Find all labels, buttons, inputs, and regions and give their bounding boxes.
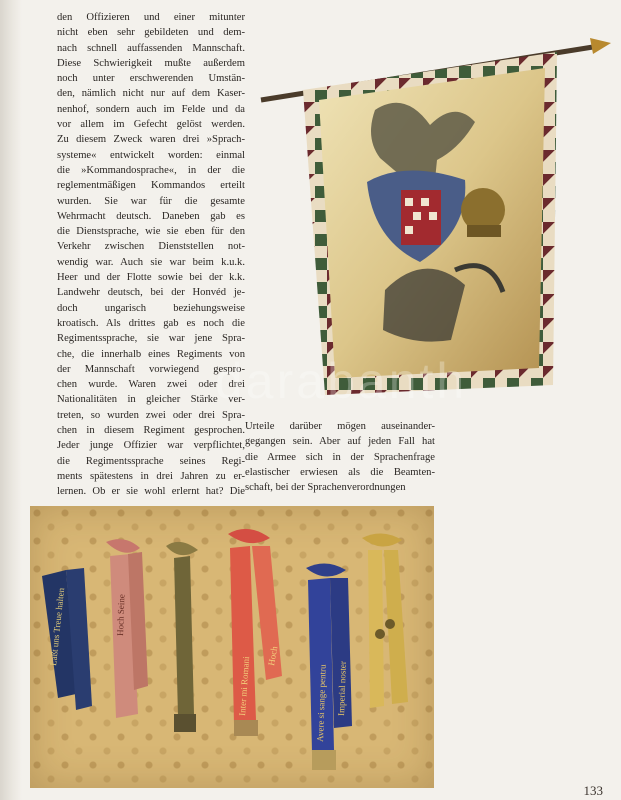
text-line: vor allem im Gefecht gelöst werden.: [57, 119, 245, 131]
text-line: chen wurde. Waren zwei oder drei: [57, 379, 245, 391]
text-line: Regimentssprache, sie war jene Spra-: [57, 333, 245, 345]
text-line: che, die innerhalb eines Regiments von: [57, 348, 245, 360]
sash-4-text-b: Hoch: [266, 645, 280, 667]
text-line: schaft, bei der Sprachenverordnungen: [245, 482, 406, 494]
text-line: noch unter erschwerenden Umstän-: [57, 73, 245, 85]
sash-5-text-a: Avere si sange pentru: [315, 664, 328, 743]
text-line: die »Kommandosprache«, in der die: [57, 164, 245, 176]
sash-pink: [106, 539, 148, 718]
sash-navy-left: [42, 568, 92, 710]
ribbon-sashes-photo: [30, 506, 434, 788]
left-text-column: [57, 10, 245, 500]
text-line: elastischer erwiesen als die Beamten-: [245, 466, 435, 478]
text-line: systeme« entwickelt worden: einmal: [57, 149, 245, 161]
text-line: Diese Schwierigkeit mußte außerdem: [57, 57, 245, 69]
text-line: Heer und der Flotte sowie bei der k.k.: [57, 272, 245, 284]
text-line: nicht eben sehr gebildeten und dem-: [57, 27, 245, 39]
text-line: wendig war. Auch sie war beim k.u.k.: [57, 256, 245, 268]
text-line: Zu diesem Zweck waren drei »Sprach-: [57, 134, 245, 146]
text-line: gegangen sein. Aber auf jeden Fall hat: [245, 436, 435, 448]
text-line: ments spätestens in drei Jahren zu er-: [57, 470, 245, 482]
sash-coral: [228, 529, 282, 736]
text-line: Landwehr deutsch, bei der Honvéd je-: [57, 287, 245, 299]
text-line: nach schnell auffassenden Mannschaft.: [57, 42, 245, 54]
page-number: 133: [583, 783, 603, 798]
text-line: kroatisch. Als drittes gab es noch die: [57, 317, 245, 329]
text-line: Urteile darüber mögen auseinander-: [245, 421, 435, 432]
sash-2-text: Hoch Seine: [115, 593, 127, 637]
text-line: reglementmäßigen Kommandos erteilt: [57, 180, 245, 192]
sash-5-text-b: Imperial noster: [336, 661, 348, 717]
text-line: den Offizieren und einer mitunter: [57, 12, 245, 23]
text-line: Nationalitäten in gleicher Stärke ver-: [57, 394, 245, 406]
sash-olive: [166, 542, 198, 732]
text-line: die Dienstsprache, wie sie eben für den: [57, 226, 245, 238]
text-line: Jeder junge Offizier war verpflichtet,: [57, 440, 245, 452]
text-line: chen in diesem Regiment gesprochen.: [57, 425, 245, 437]
watermark: darabanth: [215, 353, 468, 409]
sash-yellow: [362, 533, 408, 708]
sash-4-text-a: Inter mi Romani: [237, 656, 252, 717]
right-text-column: [245, 419, 435, 495]
text-line: Verkehr zwischen Dienststellen not-: [57, 241, 245, 253]
text-line: die Armee sich in der Sprachenfrage: [245, 451, 435, 463]
regimental-flag-photo: [255, 30, 615, 410]
sash-group: [30, 506, 434, 788]
text-line: lernen. Ob er sie wohl erlernt hat? Die: [57, 486, 245, 498]
text-line: nenhof, sondern auch im Felde und da: [57, 103, 245, 115]
sash-1-text: Laßt uns Treue halten: [48, 587, 67, 667]
text-line: treten, so wurden zwei oder drei Spra-: [57, 409, 245, 421]
text-line: der Mannschaft vorwiegend gespro-: [57, 363, 245, 375]
text-line: die Regimentssprache seines Regi-: [57, 455, 245, 467]
book-gutter: [0, 0, 22, 800]
text-line: wurden. Sie war für die gesamte: [57, 195, 245, 207]
text-line: den, nämlich nicht nur auf dem Kaser-: [57, 88, 245, 100]
text-line: Wehrmacht deutsch. Daneben gab es: [57, 210, 245, 222]
text-line: doch ungarisch beziehungsweise: [57, 302, 245, 314]
